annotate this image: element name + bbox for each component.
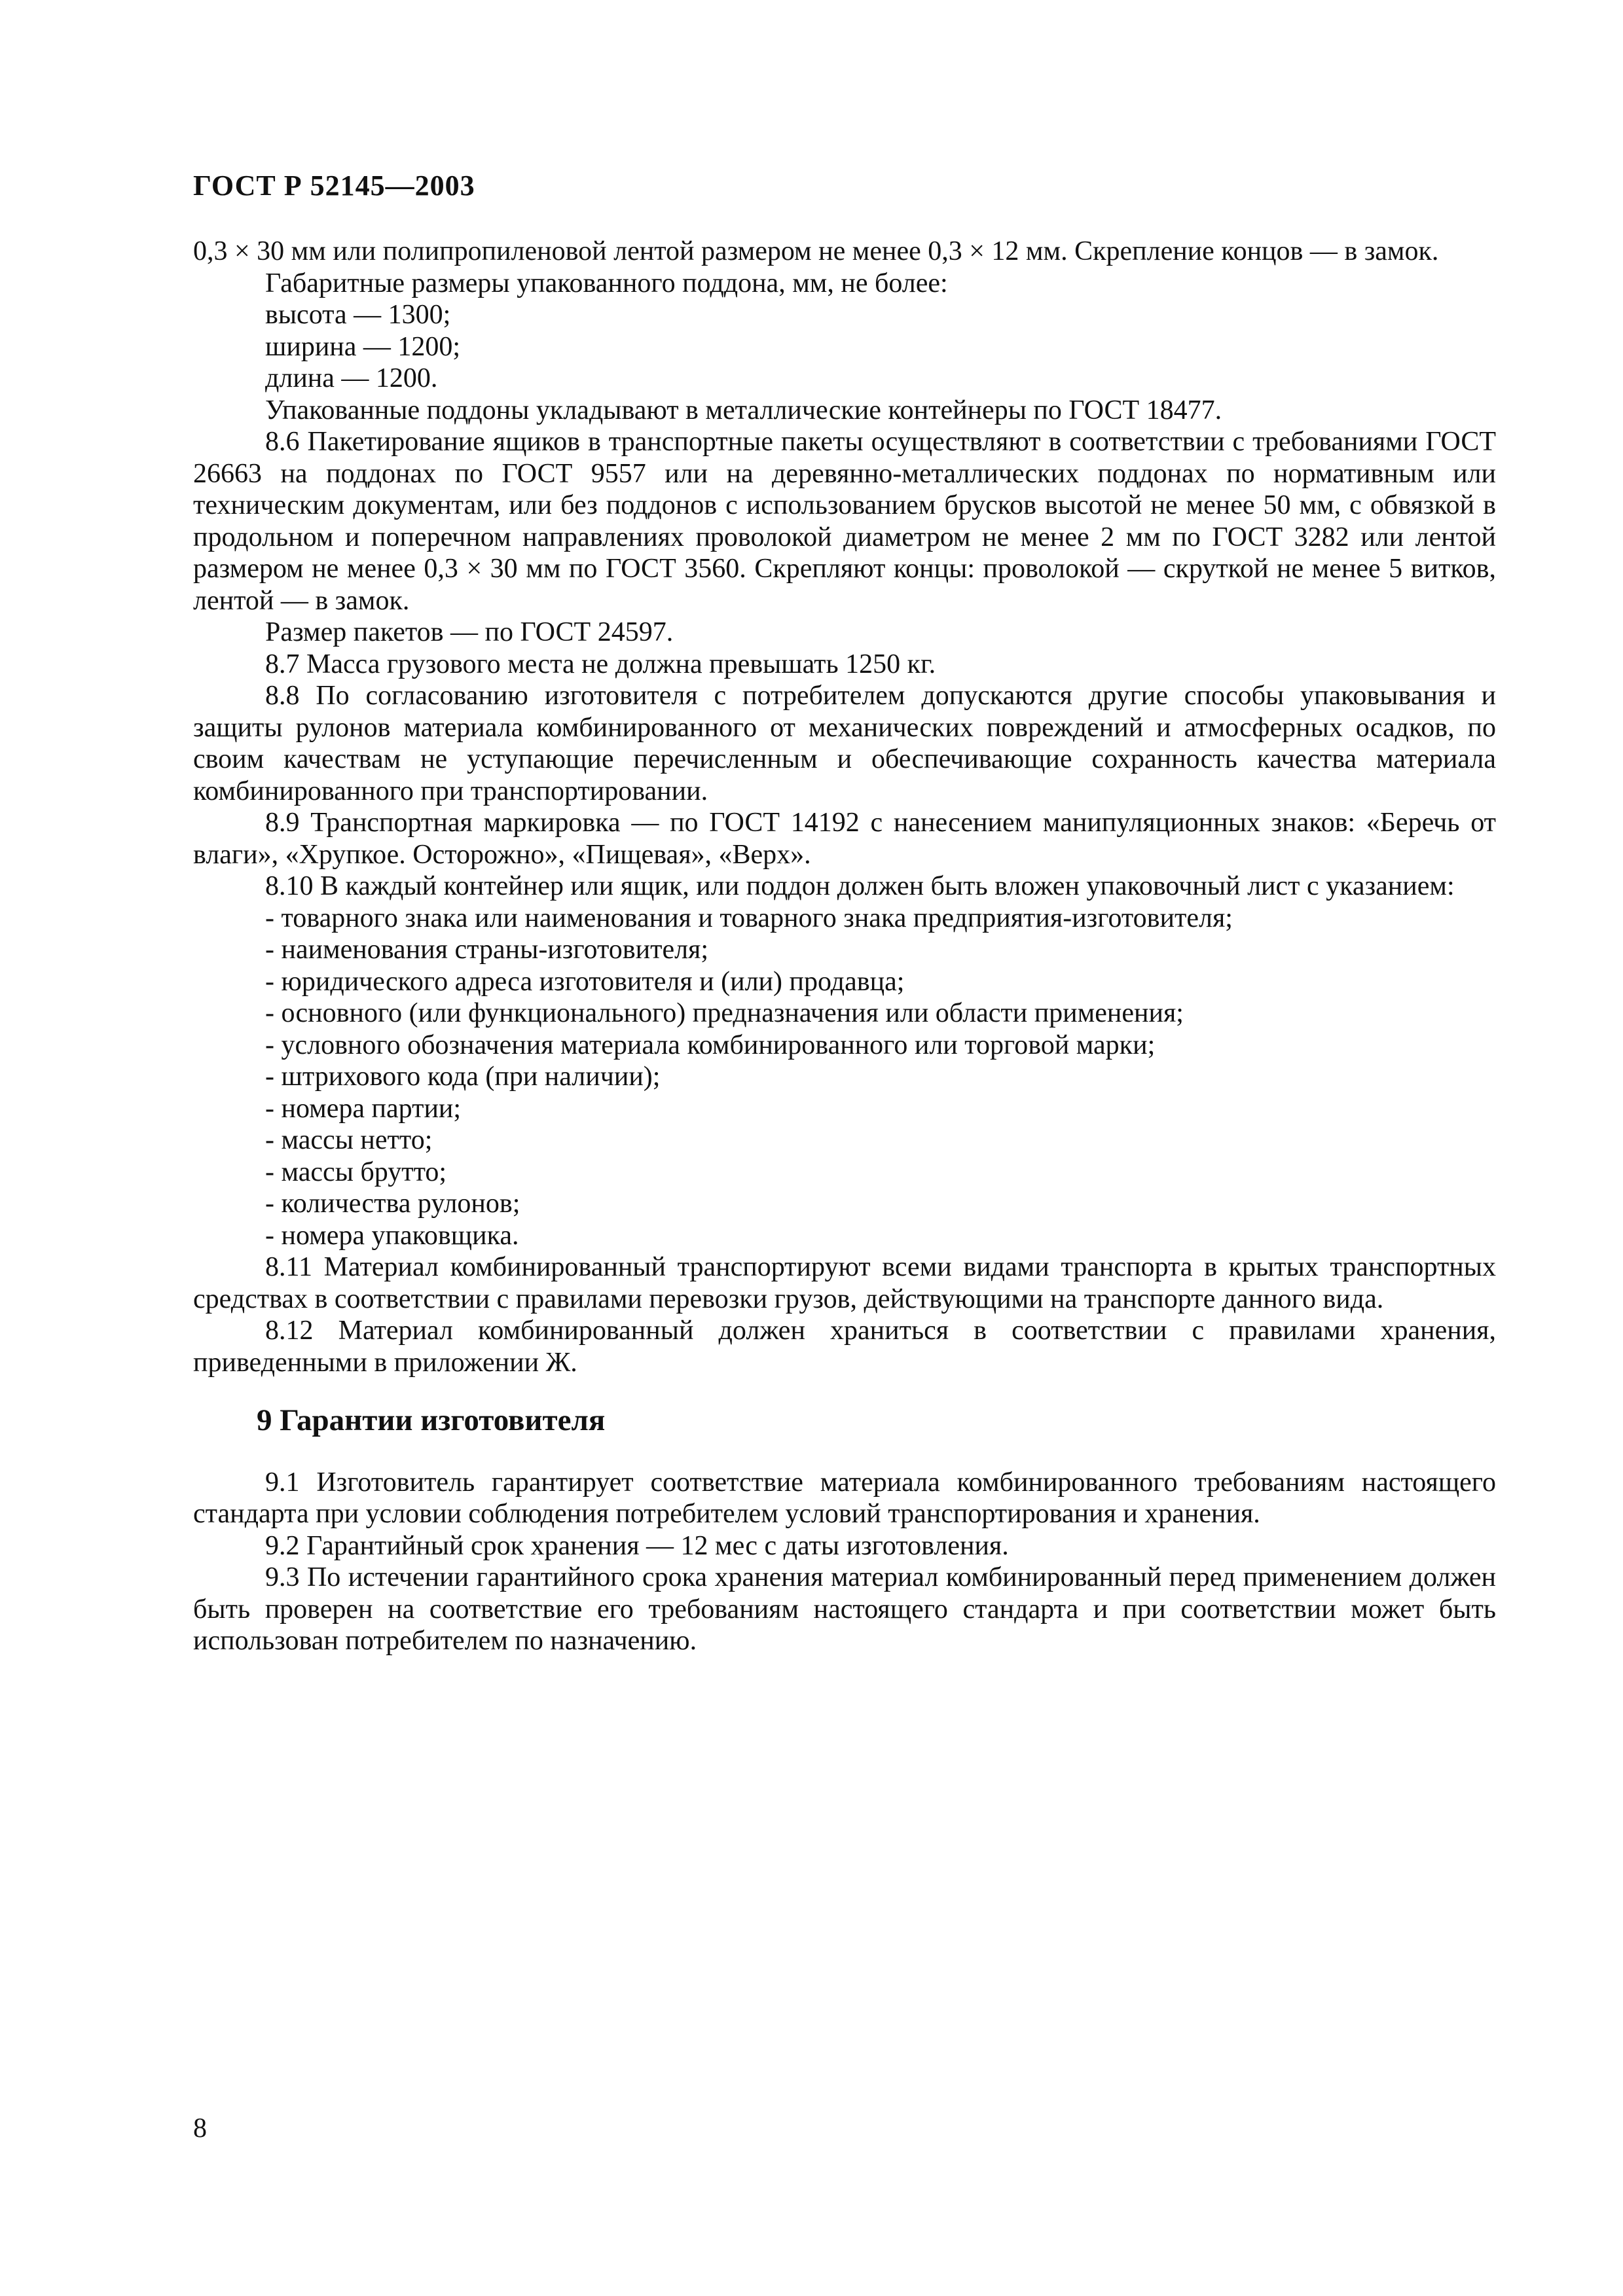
list-item: - количества рулонов; [265, 1189, 520, 1219]
document-header: ГОСТ Р 52145—2003 [193, 170, 475, 202]
list-item: - штрихового кода (при наличии); [265, 1062, 661, 1092]
list-item: - юридического адреса изготовителя и (или) продавца; [265, 966, 905, 997]
list-item: - номера партии; [265, 1093, 462, 1124]
list-item: - товарного знака или наименования и товарного знака предприятия-изготовителя; [265, 903, 1233, 933]
section-9-heading: 9 Гарантии изготовителя [257, 1403, 606, 1437]
page-number: 8 [193, 2113, 207, 2144]
list-item: - массы брутто; [265, 1157, 447, 1187]
paragraph-8-8: 8.8 По согласованию изготовителя с потребителем допускаются другие способы упаковывания и защиты рулонов материала комбинированного от механических повреждений и атмосферных осадков, по своим качествам не уступающие перечисленным и обеспечивающие сохранность качества материала комбинированного при транспортировании. [193, 681, 1496, 806]
paragraph-8-12: 8.12 Материал комбинированный должен храниться в соответствии с правилами хранения, приведенными в приложении Ж. [193, 1316, 1496, 1378]
dim-height: высота — 1300; [265, 300, 451, 330]
list-item: - условного обозначения материала комбинированного или торговой марки; [265, 1030, 1156, 1060]
continuation-paragraph: 0,3 × 30 мм или полипропиленовой лентой размером не менее 0,3 × 12 мм. Скрепление концов — в замок. [193, 236, 1439, 266]
dims-intro: Габаритные размеры упакованного поддона, мм, не более: [265, 268, 948, 298]
paragraph-8-6-size: Размер пакетов — по ГОСТ 24597. [265, 617, 674, 647]
paragraph-9-3: 9.3 По истечении гарантийного срока хранения материал комбинированный перед применением должен быть проверен на соответствие его требованиям настоящего стандарта и при соответствии может быть использован потребителем по назначению. [193, 1562, 1496, 1656]
paragraph-8-11: 8.11 Материал комбинированный транспортируют всеми видами транспорта в крытых транспортных средствах в соответствии с правилами перевозки грузов, действующими на транспорте данного вида. [193, 1252, 1496, 1314]
containers-paragraph: Упакованные поддоны укладывают в металлические контейнеры по ГОСТ 18477. [265, 395, 1222, 425]
document-body [193, 236, 1496, 1657]
packing-list-items [193, 903, 1496, 1252]
list-item: - основного (или функционального) предназначения или области применения; [265, 998, 1184, 1028]
list-item: - массы нетто; [265, 1125, 433, 1155]
paragraph-9-2: 9.2 Гарантийный срок хранения — 12 мес с даты изготовления. [265, 1530, 1009, 1561]
paragraph-8-6: 8.6 Пакетирование ящиков в транспортные пакеты осуществляют в соответствии с требованиями ГОСТ 26663 на поддонах по ГОСТ 9557 или на деревянно-металлических поддонах по нормативным или техническим документам, или без поддонов с использованием брусков высотой не менее 50 мм, с обвязкой в продольном и поперечном направлениях проволокой диаметром не менее 2 мм по ГОСТ 3282 или лентой размером не менее 0,3 × 30 мм по ГОСТ 3560. Скрепляют концы: проволокой — скруткой не менее 5 витков, лентой — в замок. [193, 427, 1496, 616]
list-item: - номера упаковщика. [265, 1220, 519, 1251]
list-item: - наименования страны-изготовителя; [265, 935, 709, 965]
dim-length: длина — 1200. [265, 363, 438, 393]
dim-width: ширина — 1200; [265, 331, 461, 362]
paragraph-8-10: 8.10 В каждый контейнер или ящик, или поддон должен быть вложен упаковочный лист с указанием: [265, 871, 1455, 901]
paragraph-8-7: 8.7 Масса грузового места не должна превышать 1250 кг. [265, 649, 936, 679]
paragraph-8-9: 8.9 Транспортная маркировка — по ГОСТ 14192 с нанесением манипуляционных знаков: «Беречь от влаги», «Хрупкое. Осторожно», «Пищевая», «Верх». [193, 808, 1496, 870]
paragraph-9-1: 9.1 Изготовитель гарантирует соответствие материала комбинированного требованиям настоящего стандарта при условии соблюдения потребителем условий транспортирования и хранения. [193, 1467, 1496, 1529]
